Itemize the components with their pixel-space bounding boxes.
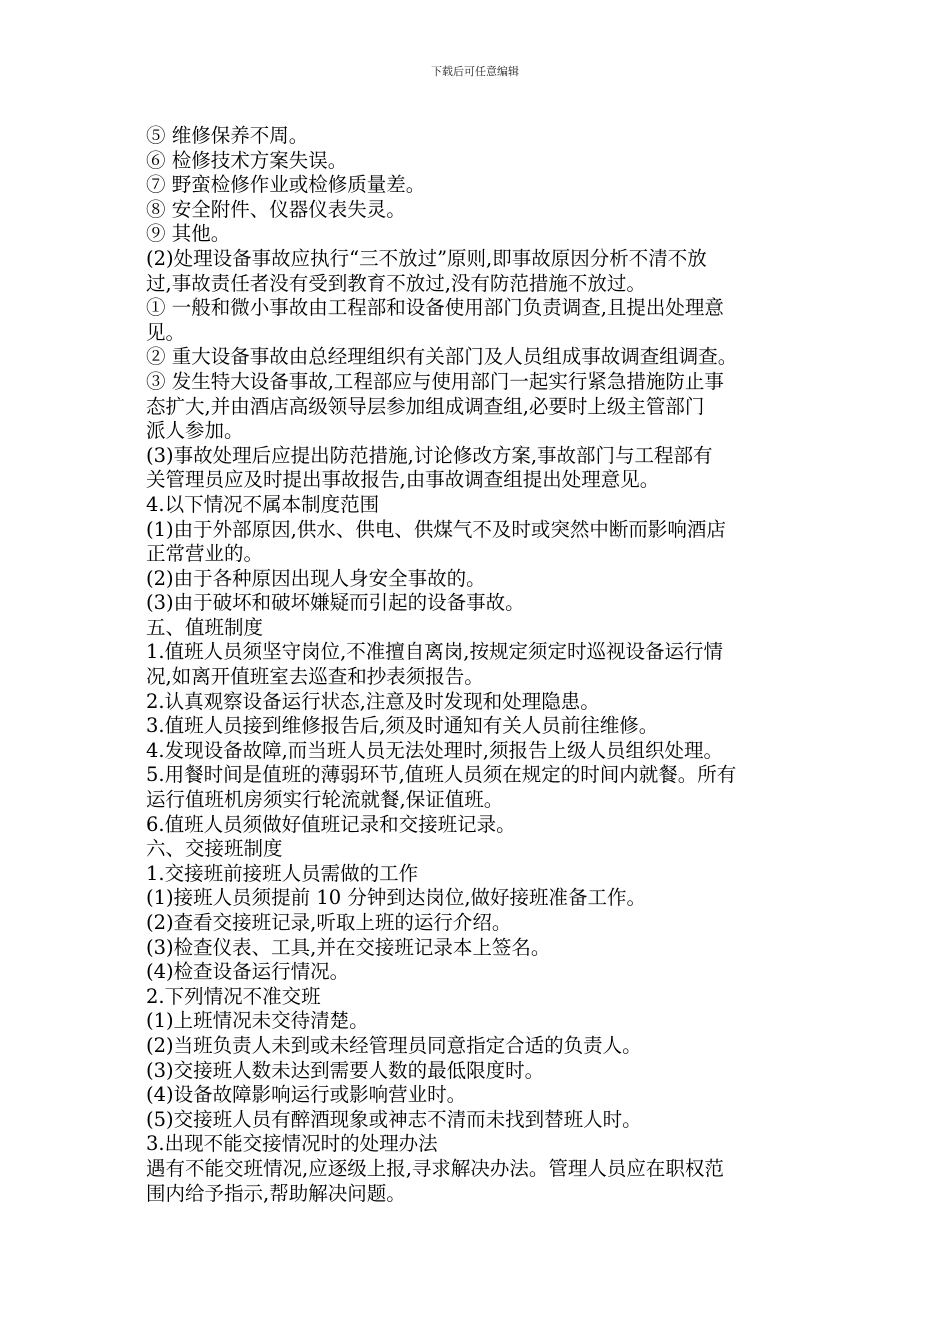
text-line: (2)当班负责人未到或未经管理员同意指定合适的负责人。 bbox=[146, 1033, 642, 1057]
text-line: 见。 bbox=[146, 320, 186, 344]
text-line: (3)交接班人数未达到需要人数的最低限度时。 bbox=[146, 1058, 545, 1082]
text-line: 1.值班人员须坚守岗位,不准擅自离岗,按规定须定时巡视设备运行情 bbox=[146, 640, 724, 664]
text-line: 正常营业的。 bbox=[146, 542, 264, 566]
text-line: 态扩大,并由酒店高级领导层参加组成调查组,必要时上级主管部门 bbox=[146, 394, 705, 418]
text-line: (1)由于外部原因,供水、供电、供煤气不及时或突然中断而影响酒店 bbox=[146, 517, 726, 541]
text-line: 关管理员应及时提出事故报告,由事故调查组提出处理意见。 bbox=[146, 468, 660, 492]
text-line: 过,事故责任者没有受到教育不放过,没有防范措施不放过。 bbox=[146, 271, 646, 295]
text-line: ③ 发生特大设备事故,工程部应与使用部门一起实行紧急措施防止事 bbox=[146, 369, 724, 393]
section-heading: 2.下列情况不准交班 bbox=[146, 984, 321, 1008]
section-heading: 3.出现不能交接情况时的处理办法 bbox=[146, 1132, 438, 1156]
text-line: (4)设备故障影响运行或影响营业时。 bbox=[146, 1083, 467, 1107]
text-line: 3.值班人员接到维修报告后,须及时通知有关人员前往维修。 bbox=[146, 714, 659, 738]
text-line: ⑥ 检修技术方案失误。 bbox=[146, 148, 348, 172]
text-line: (3)检查仪表、工具,并在交接班记录本上签名。 bbox=[146, 935, 551, 959]
text-line: (2)由于各种原因出现人身安全事故的。 bbox=[146, 566, 486, 590]
text-line: ① 一般和微小事故由工程部和设备使用部门负责调查,且提出处理意 bbox=[146, 296, 724, 320]
page-header: 下载后可任意编辑 bbox=[431, 65, 519, 78]
text-line: 遇有不能交班情况,应逐级上报,寻求解决办法。管理人员应在职权范 bbox=[146, 1156, 724, 1180]
text-line: ⑤ 维修保养不周。 bbox=[146, 124, 309, 147]
document-body bbox=[146, 124, 816, 1206]
section-heading: 六、交接班制度 bbox=[146, 837, 283, 861]
text-line: (3)由于破坏和破坏嫌疑而引起的设备事故。 bbox=[146, 591, 525, 615]
text-line: ② 重大设备事故由总经理组织有关部门及人员组成事故调查组调查。 bbox=[146, 345, 738, 369]
text-line: 派人参加。 bbox=[146, 419, 244, 443]
text-line: (4)检查设备运行情况。 bbox=[146, 960, 350, 984]
text-line: (3)事故处理后应提出防范措施,讨论修改方案,事故部门与工程部有 bbox=[146, 443, 713, 467]
section-heading: 五、值班制度 bbox=[146, 615, 264, 639]
text-line: (2)处理设备事故应执行“三不放过”原则,即事故原因分析不清不放 bbox=[146, 246, 707, 270]
section-heading: 1.交接班前接班人员需做的工作 bbox=[146, 861, 419, 885]
text-line: 2.认真观察设备运行状态,注意及时发现和处理隐患。 bbox=[146, 689, 600, 713]
text-line: (1)接班人员须提前 10 分钟到达岗位,做好接班准备工作。 bbox=[146, 886, 647, 910]
text-line: 4.发现设备故障,而当班人员无法处理时,须报告上级人员组织处理。 bbox=[146, 738, 724, 762]
text-line: 6.值班人员须做好值班记录和交接班记录。 bbox=[146, 812, 516, 836]
text-line: (5)交接班人员有醉酒现象或神志不清而未找到替班人时。 bbox=[146, 1107, 642, 1131]
text-line: (1)上班情况未交待清楚。 bbox=[146, 1009, 369, 1033]
text-line: 况,如离开值班室去巡查和抄表须报告。 bbox=[146, 665, 484, 689]
text-line: 5.用餐时间是值班的薄弱环节,值班人员须在规定的时间内就餐。所有 bbox=[146, 763, 737, 787]
text-line: ⑦ 野蛮检修作业或检修质量差。 bbox=[146, 173, 426, 197]
section-heading: 4.以下情况不属本制度范围 bbox=[146, 492, 380, 516]
text-line: 围内给予指示,帮助解决问题。 bbox=[146, 1181, 406, 1205]
text-line: ⑨ 其他。 bbox=[146, 222, 231, 246]
text-line: ⑧ 安全附件、仪器仪表失灵。 bbox=[146, 197, 406, 221]
text-line: (2)查看交接班记录,听取上班的运行介绍。 bbox=[146, 911, 512, 934]
text-line: 运行值班机房须实行轮流就餐,保证值班。 bbox=[146, 788, 504, 812]
